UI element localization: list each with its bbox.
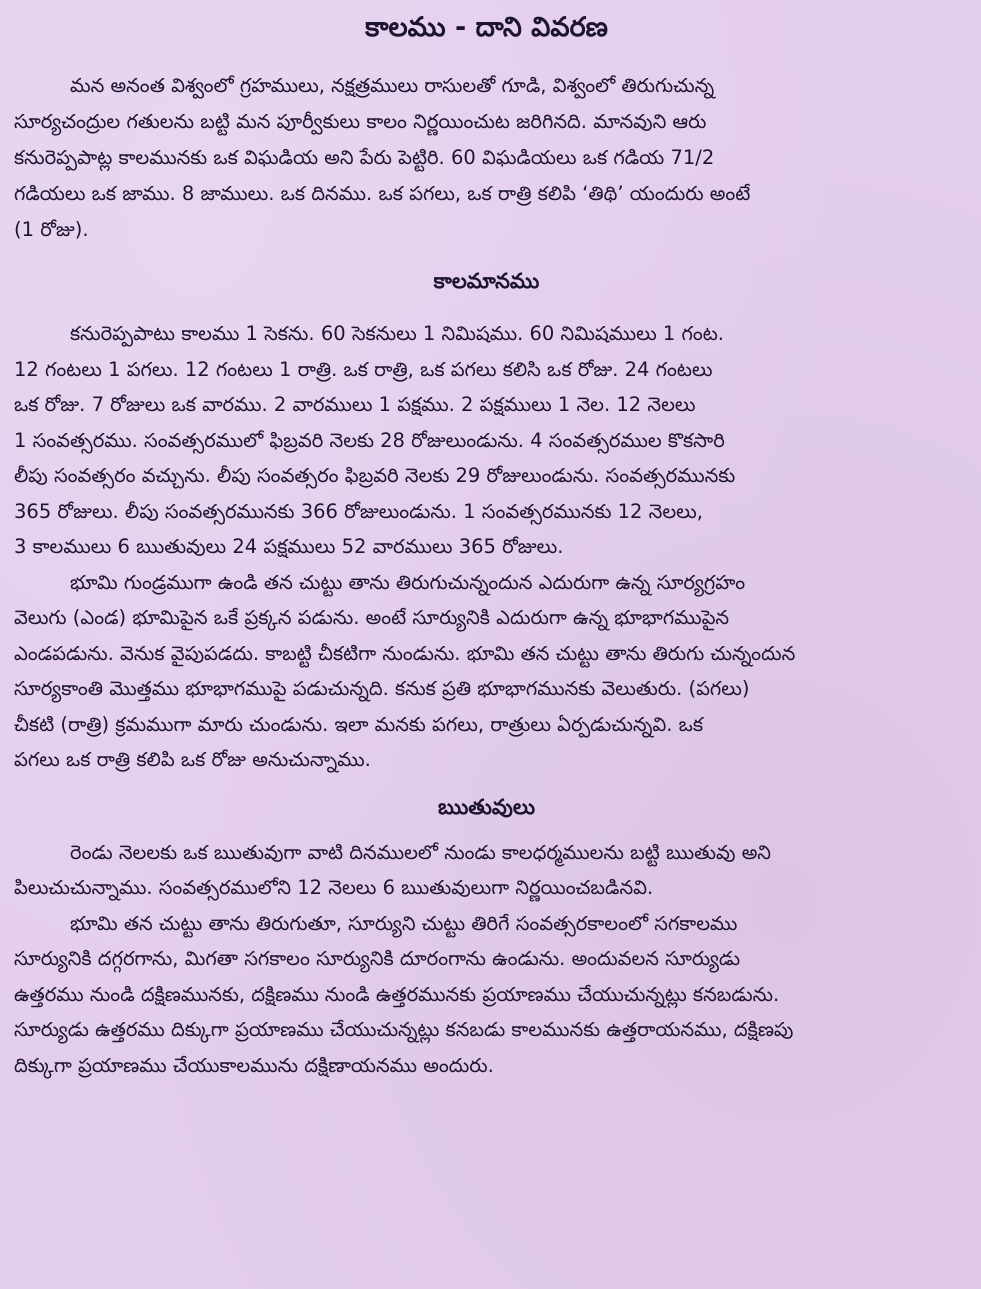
text-line: 3 కాలములు 6 ఋతువులు 24 పక్షములు 52 వారములు 365 రోజులు. [14, 535, 564, 558]
text-line: గడియలు ఒక జాము. 8 జాములు. ఒక దినము. ఒక పగలు, ఒక రాత్రి కలిపి ‘తిథి’ యందురు అంటే [14, 182, 751, 205]
text-line: సూర్యునికి దగ్గరగాను, మిగతా సగకాలం సూర్యునికి దూరంగాను ఉండును. అందువలన సూర్యుడు [14, 947, 741, 970]
text-line: 365 రోజులు. లీపు సంవత్సరమునకు 366 రోజులుండును. 1 సంవత్సరమునకు 12 నెలలు, [14, 499, 703, 523]
text-line: కనురెప్పపాట్ల కాలమునకు ఒక విఘడియ అని పేరు పెట్టిరి. 60 విఘడియలు ఒక గడియ 71/2 [14, 146, 715, 169]
ruthuvulu-paragraph-2 [14, 906, 959, 1084]
intro-paragraph [14, 68, 959, 248]
text-line: పగలు ఒక రాత్రి కలిపి ఒక రోజు అనుచున్నాము. [14, 748, 371, 771]
text-line: 12 గంటలు 1 పగలు. 12 గంటలు 1 రాత్రి. ఒక రాత్రి, ఒక పగలు కలిసి ఒక రోజు. 24 గంటలు [14, 357, 713, 381]
text-line: 1 సంవత్సరము. సంవత్సరములో ఫిబ్రవరి నెలకు 28 రోజులుండును. 4 సంవత్సరముల కొకసారి [14, 428, 725, 452]
text-line: వెలుగు (ఎండ) భూమిపైన ఒకే ప్రక్కన పడును. అంటే సూర్యునికి ఎదురుగా ఉన్న భూభాగముపైన [14, 606, 730, 629]
ruthuvulu-paragraph-1 [14, 835, 959, 906]
text-line: ఒక రోజు. 7 రోజులు ఒక వారము. 2 వారములు 1 పక్షము. 2 పక్షములు 1 నెల. 12 నెలలు [14, 393, 696, 416]
page-title: కాలము - దాని వివరణ [365, 12, 608, 43]
text-line: రెండు నెలలకు ఒక ఋతువుగా వాటి దినములలో నుండు కాలధర్మములను బట్టి ఋతువు అని [70, 840, 771, 864]
text-line: పిలుచుచున్నాము. సంవత్సరములోని 12 నెలలు 6 ఋతువులుగా నిర్ణయించబడినవి. [14, 876, 654, 899]
kalamanamu-paragraph-2 [14, 565, 959, 778]
text-line: భూమి తన చుట్టు తాను తిరుగుతూ, సూర్యుని చుట్టు తిరిగే సంవత్సరకాలంలో సగకాలము [70, 911, 738, 935]
text-line: మన అనంత విశ్వంలో గ్రహములు, నక్షత్రములు రాసులతో గూడి, విశ్వంలో తిరుగుచున్న [70, 74, 715, 97]
kalamanamu-paragraph-1 [14, 316, 959, 565]
text-line: భూమి గుండ్రముగా ఉండి తన చుట్టు తాను తిరుగుచున్నందున ఎదురుగా ఉన్న సూర్యగ్రహం [70, 570, 746, 594]
text-line: చీకటి (రాత్రి) క్రమముగా మారు చుండును. ఇలా మనకు పగలు, రాత్రులు ఏర్పడుచున్నవి. ఒక [14, 712, 704, 736]
section-heading-ruthuvulu: ఋతువులు [438, 794, 535, 819]
text-line: ఎండపడును. వెనుక వైపుపడదు. కాబట్టి చీకటిగా నుండును. భూమి తన చుట్టు తాను తిరుగు చున్నందున [14, 641, 796, 665]
text-line: (1 రోజు). [14, 218, 89, 241]
text-line: సూర్యచంద్రుల గతులను బట్టి మన పూర్వీకులు కాలం నిర్ణయించుట జరిగినది. మానవుని ఆరు [14, 110, 707, 133]
text-line: ఉత్తరము నుండి దక్షిణమునకు, దక్షిణము నుండి ఉత్తరమునకు ప్రయాణము చేయుచున్నట్లు కనబడును. [14, 982, 780, 1006]
text-line: కనురెప్పపాటు కాలము 1 సెకను. 60 సెకనులు 1 నిమిషము. 60 నిమిషములు 1 గంట. [70, 322, 725, 345]
text-line: సూర్యకాంతి మొత్తము భూభాగముపై పడుచున్నది. కనుక ప్రతి భూభాగమునకు వెలుతురు. (పగలు) [14, 677, 750, 700]
text-line: లీపు సంవత్సరం వచ్చును. లీపు సంవత్సరం ఫిబ్రవరి నెలకు 29 రోజులుండును. సంవత్సరమునకు [14, 464, 736, 487]
section-heading-kalamanamu: కాలమానము [433, 269, 540, 293]
text-line: సూర్యుడు ఉత్తరము దిక్కుగా ప్రయాణము చేయుచున్నట్లు కనబడు కాలమునకు ఉత్తరాయనము, దక్షిణపు [14, 1018, 794, 1041]
text-line: దిక్కుగా ప్రయాణము చేయుకాలమును దక్షిణాయనము అందురు. [14, 1053, 494, 1077]
